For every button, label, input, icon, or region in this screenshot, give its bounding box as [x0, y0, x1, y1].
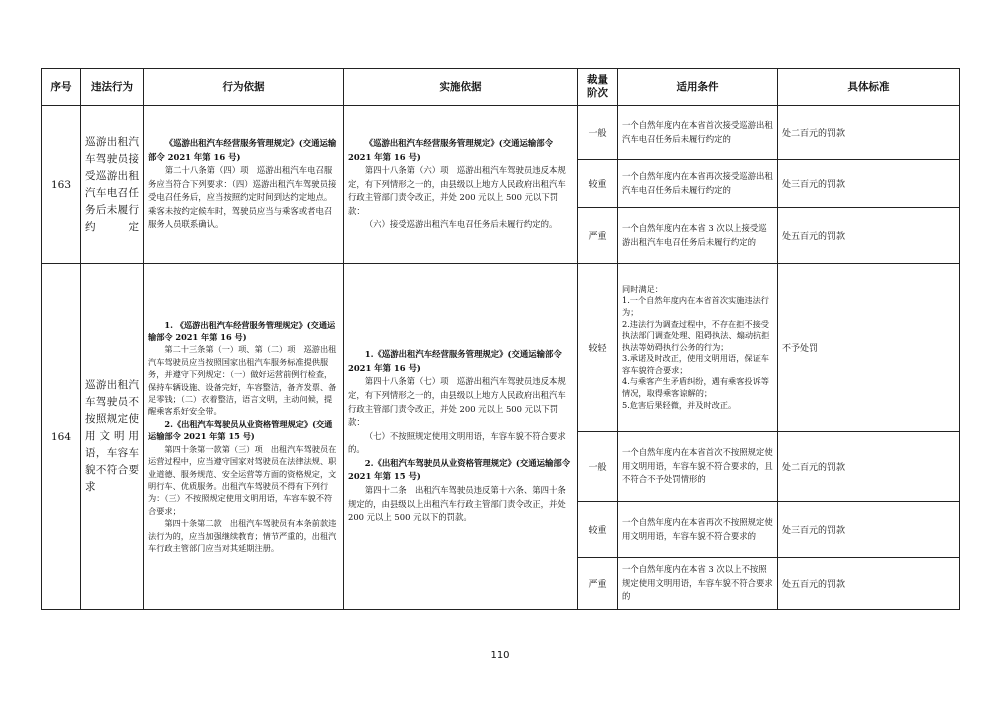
row-164-impl-text2: （七）不按照规定使用文明用语，车容车貌不符合要求的。: [348, 430, 566, 455]
header-std: 具体标准: [778, 69, 960, 106]
header-level: 裁量阶次: [578, 69, 618, 106]
row-164-std-light: 不予处罚: [778, 264, 960, 432]
penalty-table: [41, 68, 960, 610]
row-163-std-1: 处二百元的罚款: [778, 106, 960, 160]
row-164-cond-light: [618, 264, 778, 432]
row-164-cond-3: 一个自然年度内在本省 3 次以上不按照规定使用文明用语，车容车貌不符合要求的: [618, 558, 778, 610]
page-number: 110: [490, 650, 510, 661]
row-164-std-2: 处三百元的罚款: [778, 502, 960, 558]
row-164-std-1: 处二百元的罚款: [778, 432, 960, 502]
row-164-seq: 164: [42, 264, 81, 610]
row-164-level-2: 较重: [578, 502, 618, 558]
row-163-impl-text2: （六）接受巡游出租汽车电召任务后未履行约定的。: [364, 219, 558, 230]
row-163-cond-2: 一个自然年度内在本省再次接受巡游出租汽车电召任务后未履行约定的: [618, 160, 778, 208]
row-163-cond-3: 一个自然年度内在本省 3 次以上接受巡游出租汽车电召任务后未履行约定的: [618, 208, 778, 264]
row-164-basis-title1: 1. 《巡游出租汽车经营服务管理规定》(交通运输部令 2021 年第 16 号): [148, 319, 336, 343]
row-164-impl: [344, 264, 578, 610]
row-164-impl-text3: 第四十二条 出租汽车驾驶员违反第十六条、第四十条规定的，由县级以上出租汽车行政主管部门责令改正，并处 200 元以上 500 元以下的罚款。: [348, 485, 566, 523]
row-164-level-3: 严重: [578, 558, 618, 610]
row-163-std-2: 处三百元的罚款: [778, 160, 960, 208]
row-163-level-3: 严重: [578, 208, 618, 264]
row-163-level-1: 一般: [578, 106, 618, 160]
row-164-act: 巡游出租汽车驾驶员不按照规定使用文明用语，车容车貌不符合要求: [81, 264, 144, 610]
row-163-std-3: 处五百元的罚款: [778, 208, 960, 264]
row-164-basis-text2: 第四十条第一款第（三）项 出租汽车驾驶员在运营过程中，应当遵守国家对驾驶员在法律法规、职业道德、服务规范、安全运营等方面的资格规定，文明行车、优质服务。出租汽车驾驶员不得有下列行为：（三）不按照规定使用文明用语，车容车貌不符合要求；: [148, 443, 337, 516]
row-163-basis-title: 《巡游出租汽车经营服务管理规定》(交通运输部令 2021 年第 16 号): [148, 137, 337, 162]
row-164-level-light: 较轻: [578, 264, 618, 432]
row-163-impl-title: 《巡游出租汽车经营服务管理规定》(交通运输部令 2021 年第 16 号): [348, 137, 554, 162]
row-163-act: 巡游出租汽车驾驶员接受巡游出租汽车电召任务后未履行约定: [81, 106, 144, 264]
row-164-basis-text3: 第四十条第二款 出租汽车驾驶员有本条前款违法行为的，应当加强继续教育；情节严重的，出租汽车行政主管部门应当对其延期注册。: [148, 518, 337, 553]
header-row: [42, 69, 960, 106]
header-basis: 行为依据: [144, 69, 344, 106]
row-163-level-2: 较重: [578, 160, 618, 208]
row-163-basis-text: 第二十八条第（四）项 巡游出租汽车电召服务应当符合下列要求：（四）巡游出租汽车驾驶员接受电召任务后，应当按照约定时间到达约定地点。乘客未按约定候车时，驾驶员应当与乘客或者电召服务人员联系确认。: [148, 165, 337, 230]
row-163-seq: 163: [42, 106, 81, 264]
row-163-basis: [144, 106, 344, 264]
row-164-basis: [144, 264, 344, 610]
row-164-basis-title2: 2.《出租汽车驾驶员从业资格管理规定》(交通运输部令 2021 年第 15 号): [148, 418, 333, 442]
row-164-cond-2: 一个自然年度内在本省再次不按照规定使用文明用语，车容车貌不符合要求的: [618, 502, 778, 558]
row-164-cond-1: 一个自然年度内在本省首次不按照规定使用文明用语，车容车貌不符合要求的，且不符合不予处罚情形的: [618, 432, 778, 502]
cond-line: 1.一个自然年度内在本省首次实施违法行为；: [622, 295, 769, 317]
header-cond: 适用条件: [618, 69, 778, 106]
row-164-level-1: 一般: [578, 432, 618, 502]
cond-line: 3.承诺及时改正，使用文明用语，保证车容车貌符合要求；: [622, 353, 769, 375]
header-act: 违法行为: [81, 69, 144, 106]
cond-line: 4.与乘客产生矛盾纠纷，遇有乘客投诉等情况，取得乘客谅解的；: [622, 376, 769, 399]
row-164-impl-title1: 1.《巡游出租汽车经营服务管理规定》(交通运输部令 2021 年第 16 号): [348, 349, 562, 373]
row-164-impl-text1: 第四十八条第（七）项 巡游出租汽车驾驶员违反本规定，有下列情形之一的，由县级以上地方人民政府出租汽车行政主管部门责令改正，并处 200 元以上 500 元以下罚款：: [348, 376, 566, 428]
row-163-cond-1: 一个自然年度内在本省首次接受巡游出租汽车电召任务后未履行约定的: [618, 106, 778, 160]
table-row: [42, 106, 960, 160]
cond-line: 同时满足：: [622, 283, 663, 294]
row-164-std-3: 处五百元的罚款: [778, 558, 960, 610]
row-163-impl-text1: 第四十八条第（六）项 巡游出租汽车驾驶员违反本规定，有下列情形之一的，由县级以上地方人民政府出租汽车行政主管部门责令改正，并处 200 元以上 500 元以下罚款：: [348, 165, 566, 216]
table-row: [42, 264, 960, 432]
row-164-impl-title2: 2.《出租汽车驾驶员从业资格管理规定》(交通运输部令 2021 年第 15 号): [348, 457, 571, 482]
header-seq: 序号: [42, 69, 81, 106]
row-163-impl: [344, 106, 578, 264]
cond-line: 5.危害后果轻微，并及时改正。: [622, 399, 737, 410]
row-164-basis-text1: 第二十三条第（一）项、第（二）项 巡游出租汽车驾驶员应当按照国家出租汽车服务标准提供服务，并遵守下列规定：（一）做好运营前例行检查，保持车辆设施、设备完好，车容整洁，备齐发票、备足零钱；（二）衣着整洁，语言文明，主动问候，提醒乘客系好安全带。: [148, 344, 337, 417]
cond-line: 2.违法行为调查过程中，不存在拒不接受执法部门调查处理、阻碍执法、煽动抗拒执法等妨碍执行公务的行为；: [622, 318, 770, 352]
header-impl: 实施依据: [344, 69, 578, 106]
